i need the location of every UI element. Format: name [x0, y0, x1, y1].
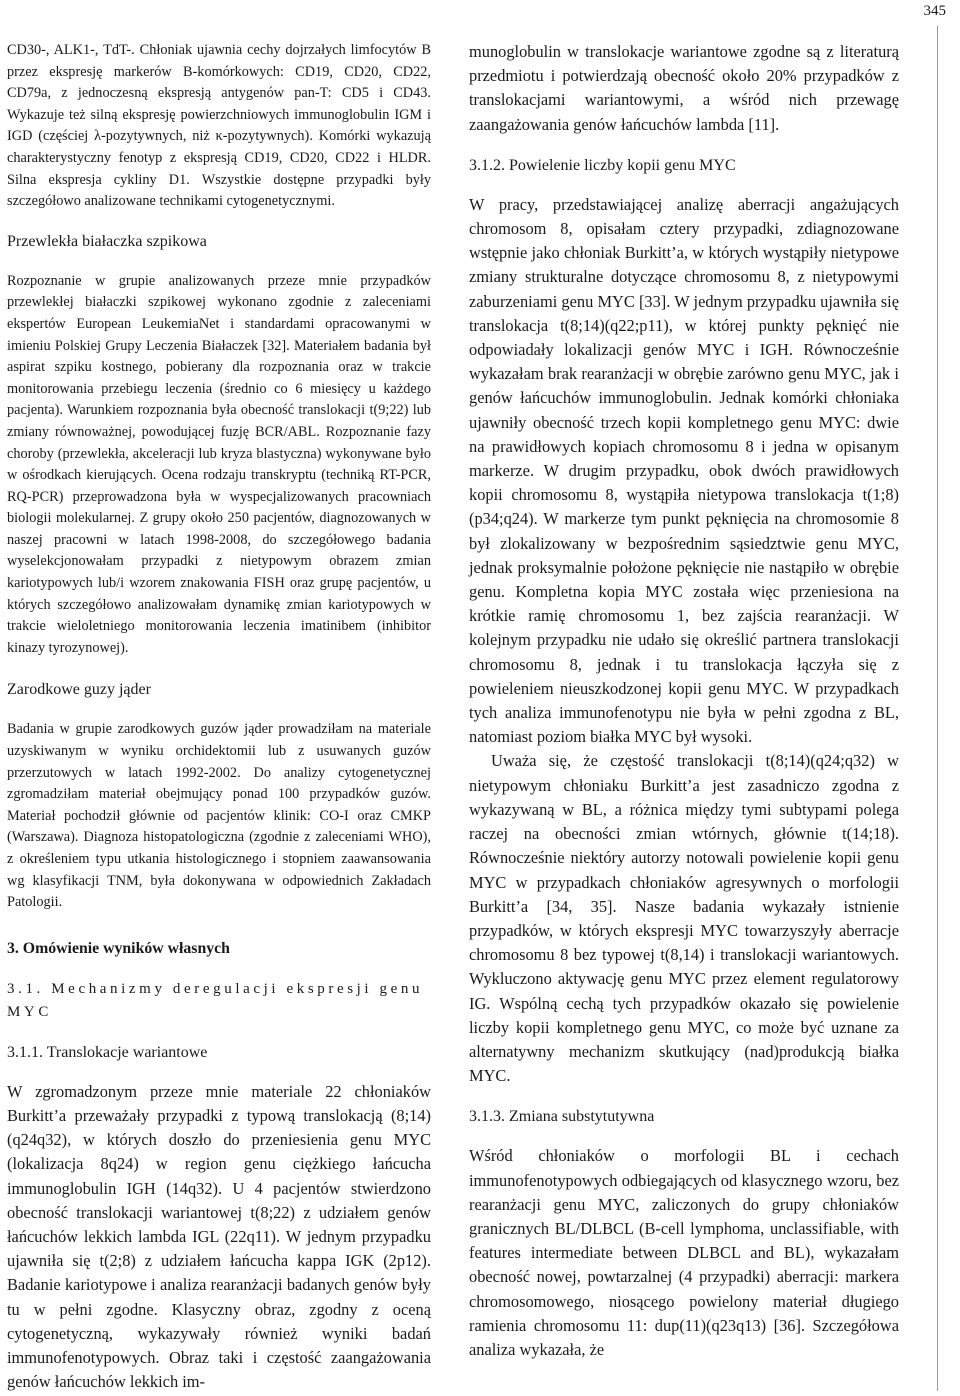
right-column — [469, 40, 899, 1362]
heading-germ-cell-tumors: Zarodkowe guzy jąder — [7, 681, 151, 699]
paragraph-3-1-2-b: Uważa się, że częstość translokacji t(8;14)(q24;q32) w nietypowym chłoniaku Burkitt’a jest zasadniczo zgodna z wykazywaną w BL, a różnica między tymi subtypami polega raczej na obecności zmian wtórnych, głównie t(14;18). Równocześnie niektóry autorzy notowali powielenie kopii genu MYC w przypadkach chłoniaków agresywnych o morfologii Burkitt’a [34, 35]. Nasze badania wykazały istnienie przypadków, w których ekspresji MYC towarzyszyły aberracje chromosomu 8 bez typowej t(8,14) i translokacji wariantowych. Wykluczono aktywację genu MYC przez element regulatorowy IG. Wspólną cechą tych przypadków okazało się powielenie liczby kopii kompletnego genu MYC, co może być uznane za alternatywny mechanizm skutkujący (nad)produkcją białka MYC. — [469, 751, 899, 1086]
heading-3-1: 3.1. Mechanizmy deregulacji ekspresji genu MYC — [7, 980, 424, 1020]
heading-results: 3. Omówienie wyników własnych — [7, 939, 230, 957]
left-column — [7, 40, 431, 1394]
heading-3-1-3: 3.1.3. Zmiana substytutywna — [469, 1108, 655, 1126]
margin-rule — [937, 26, 938, 1391]
germ-cell-paragraph: Badania w grupie zarodkowych guzów jąder prowadziłam na materiale uzyskiwanym w wyniku orchidektomii lub z usuwanych guzów przerzutowych w latach 1992-2002. Do analizy cytogenetycznej zgromadziłam materiał obejmujący ponad 100 przypadków guzów. Materiał pochodził głównie od pacjentów klinik: CO-I oraz CMKP (Warszawa). Diagnoza histopatologiczna (zgodnie z zaleceniami WHO), z określeniem typu utkania histologicznego i stopniem zaawansowania wg klasyfikacji TNM, była dokonywana w odpowiednich Zakładach Patologii. — [7, 721, 431, 911]
page-number: 345 — [923, 3, 946, 19]
cml-paragraph: Rozpoznanie w grupie analizowanych przeze mnie przypadków przewlekłej białaczki szpikowej wykonano zgodnie z zaleceniami ekspertów European LeukemiaNet i standardami opracowanymi w imieniu Polskiej Grupy Leczenia Białaczek [32]. Materiałem badania był aspirat szpiku kostnego, pobierany dla rozpoznania oraz w trakcie monitorowania przebiegu leczenia (średnio co 6 miesięcy u każdego pacjenta). Warunkiem rozpoznania była obecność translokacji t(9;22) lub zmiany równoważnej, powodującej fuzję BCR/ABL. Rozpoznanie fazy choroby (przewlekła, akceleracji lub kryza blastyczna) wykonywane było w ośrodkach kierujących. Ocena rodzaju transkryptu (techniką RT-PCR, RQ-PCR) przeprowadzona była w wyspecjalizowanych pracowniach biologii molekularnej. Z grupy około 250 pacjentów, diagnozowanych w naszej pracowni w latach 1998-2008, do szczegółowego badania wyselekcjonowałam przypadki z nietypowym obrazem zmian kariotypowych lub/i wzorem znakowania FISH oraz grupę pacjentów, u których szczegółowo analizowałam dynamikę zmian kariotypowych w trakcie wieloletniego monitorowania leczenia imatinibem (inhibitor kinazy tyrozynowej). — [7, 272, 431, 656]
paragraph-3-1-3: Wśród chłoniaków o morfologii BL i cechach immunofenotypowych odbiegających od klasycznego wzoru, bez rearanżacji genu MYC, zaliczonych do grupy chłoniaków granicznych BL/DLBCL (B-cell lymphoma, unclassifiable, with features intermediate between DLBCL and BL), wykazałam obecność nowej, powtarzalnej (4 przypadki) aberracji: markera chromosomowego, niosącego powielony materiał długiego ramienia chromosomu 11: dup(11)(q23q13) [36]. Szczegółowa analiza wykazała, że — [469, 1146, 899, 1359]
paragraph-3-1-1: W zgromadzonym przeze mnie materiale 22 chłoniaków Burkitt’a przeważały przypadki z typową translokacją (8;14)(q24q32), w których doszło do przeniesienia genu MYC (lokalizacja 8q24) w region genu ciężkiego łańcucha immunoglobulin IGH (14q32). U 4 pacjentów stwierdzono obecność translokacji wariantowej t(8;22) z udziałem genów łańcuchów lekkich lambda IGL (22q11). W jednym przypadku ujawniła się t(2;8) z udziałem łańcucha kappa IGK (2p12). Badanie kariotypowe i analiza rearanżacji badanych genów były tu w pełni zgodne. Klasyczny obraz, zgodny z oceną cytogenetyczną, wykazywały również wyniki badań immunofenotypowych. Obraz taki i częstość zaangażowania genów łańcuchów lekkich im- — [7, 1081, 431, 1392]
heading-cml: Przewlekła białaczka szpikowa — [7, 232, 207, 250]
heading-3-1-2: 3.1.2. Powielenie liczby kopii genu MYC — [469, 156, 736, 174]
intro-paragraph: CD30-, ALK1-, TdT-. Chłoniak ujawnia cechy dojrzałych limfocytów B przez ekspresję markerów B-komórkowych: CD19, CD20, CD22, CD79a, z jednoczesną ekspresją antygenów pan-T: CD5 i CD43. Wykazuje też silną ekspresję powierzchniowych immunoglobulin IGM i IGD (częściej λ-pozytywnych, niż κ-pozytywnych). Komórki wykazują charakterystyczny fenotyp z ekspresją CD19, CD20, CD22 i HLDR. Silna ekspresja cykliny D1. Wszystkie dostępne przypadki były szczegółowo analizowane technikami cytogenetycznymi. — [7, 42, 431, 210]
heading-3-1-1: 3.1.1. Translokacje wariantowe — [7, 1043, 208, 1061]
continuation-paragraph: munoglobulin w translokacje wariantowe zgodne są z literaturą przedmiotu i potwierdzają obecność około 20% przypadków z translokacjami wariantowymi, a wśród nich przewagę zaangażowania genów łańcuchów lambda [11]. — [469, 42, 899, 134]
paragraph-3-1-2-a: W pracy, przedstawiającej analizę aberracji angażujących chromosom 8, opisałam cztery przypadki, zdiagnozowane wstępnie jako chłoniak Burkitt’a, w których wystąpiły nietypowe zmiany strukturalne dotyczące chromosomu 8, z nietypowymi zaburzeniami genu MYC [33]. W jednym przypadku ujawniła się translokacja t(8;14)(q22;p11), w której punkty pęknięć nie odpowiadały lokalizacji genów MYC i IGH. Równocześnie wykazałam brak rearanżacji w obrębie zarówno genu MYC, jak i genów łańcuchów immunoglobulin. Jednak komórki chłoniaka ujawniły obecność trzech kopii kompletnego genu MYC: dwie na prawidłowych kopiach chromosomu 8 i jedna w opisanym markerze. W drugim przypadku, obok dwóch prawidłowych kopii chromosomu 8, wystąpiła nietypowa translokacja t(1;8)(p34;q24). W markerze tym punkt pęknięcia na chromosomie 8 był zlokalizowany w bezpośrednim sąsiedztwie genu MYC, jednak proksymalnie położone pęknięcie nie nastąpiło w obrębie genu. Kompletna kopia MYC została więc przeniesiona na krótkie ramię chromosomu 1, bez zajścia rearanżacji. W kolejnym przypadku nie udało się określić partnera translokacji chromosomu 8, jednak i tu translokacja łączyła się z powieleniem nieuszkodzonej kopii genu MYC. W przypadkach tych analiza immunofenotypu nie była w pełni zgodna z BL, natomiast poziom białka MYC był wysoki. — [469, 194, 899, 747]
